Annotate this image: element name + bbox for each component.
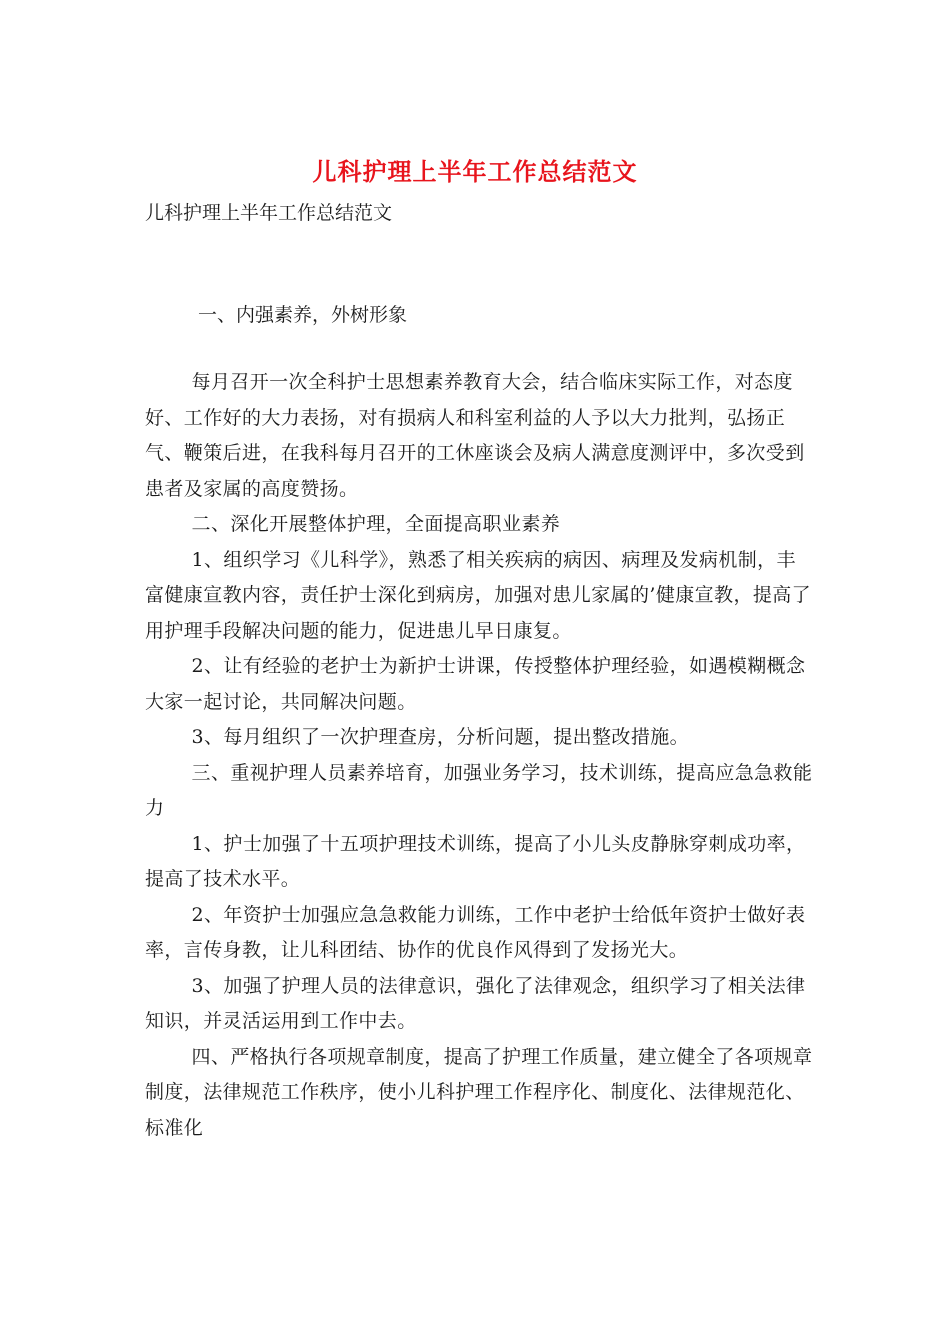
paragraph-3-3: 3、加强了护理人员的法律意识，强化了法律观念，组织学习了相关法律知识，并灵活运用到工作中去。 — [145, 974, 806, 1032]
document-body — [145, 365, 815, 1146]
paragraph-2-3: 3、每月组织了一次护理查房，分析问题，提出整改措施。 — [191, 726, 690, 748]
document-title: 儿科护理上半年工作总结范文 — [312, 157, 638, 186]
section-heading-1: 一、内强素养，外树形象 — [198, 304, 408, 326]
paragraph-3-1: 1、护士加强了十五项护理技术训练，提高了小儿头皮静脉穿刺成功率，提高了技术水平。 — [145, 832, 806, 890]
section-heading-3: 三、重视护理人员素养培育，加强业务学习，技术训练，提高应急急救能力 — [145, 761, 813, 819]
section-heading-2: 二、深化开展整体护理，全面提高职业素养 — [191, 513, 561, 535]
paragraph-1: 每月召开一次全科护士思想素养教育大会，结合临床实际工作，对态度好、工作好的大力表扬，对有损病人和科室利益的人予以大力批判，弘扬正气、鞭策后进，在我科每月召开的工休座谈会及病人满意度测评中，多次受到患者及家属的高度赞扬。 — [145, 371, 805, 500]
section-heading-4: 四、严格执行各项规章制度，提高了护理工作质量，建立健全了各项规章制度，法律规范工作秩序，使小儿科护理工作程序化、制度化、法律规范化、标准化 — [145, 1045, 813, 1139]
paragraph-3-2: 2、年资护士加强应急急救能力训练，工作中老护士给低年资护士做好表率，言传身教，让儿科团结、协作的优良作风得到了发扬光大。 — [145, 903, 806, 961]
paragraph-2-1: 1、组织学习《儿科学》，熟悉了相关疾病的病因、病理及发病机制，丰富健康宣教内容，责任护士深化到病房，加强对患儿家属的’健康宣教，提高了用护理手段解决问题的能力，促进患儿早日康复。 — [145, 548, 812, 642]
paragraph-2-2: 2、让有经验的老护士为新护士讲课，传授整体护理经验，如遇模糊概念大家一起讨论，共同解决问题。 — [145, 655, 806, 713]
document-subtitle: 儿科护理上半年工作总结范文 — [145, 202, 393, 224]
